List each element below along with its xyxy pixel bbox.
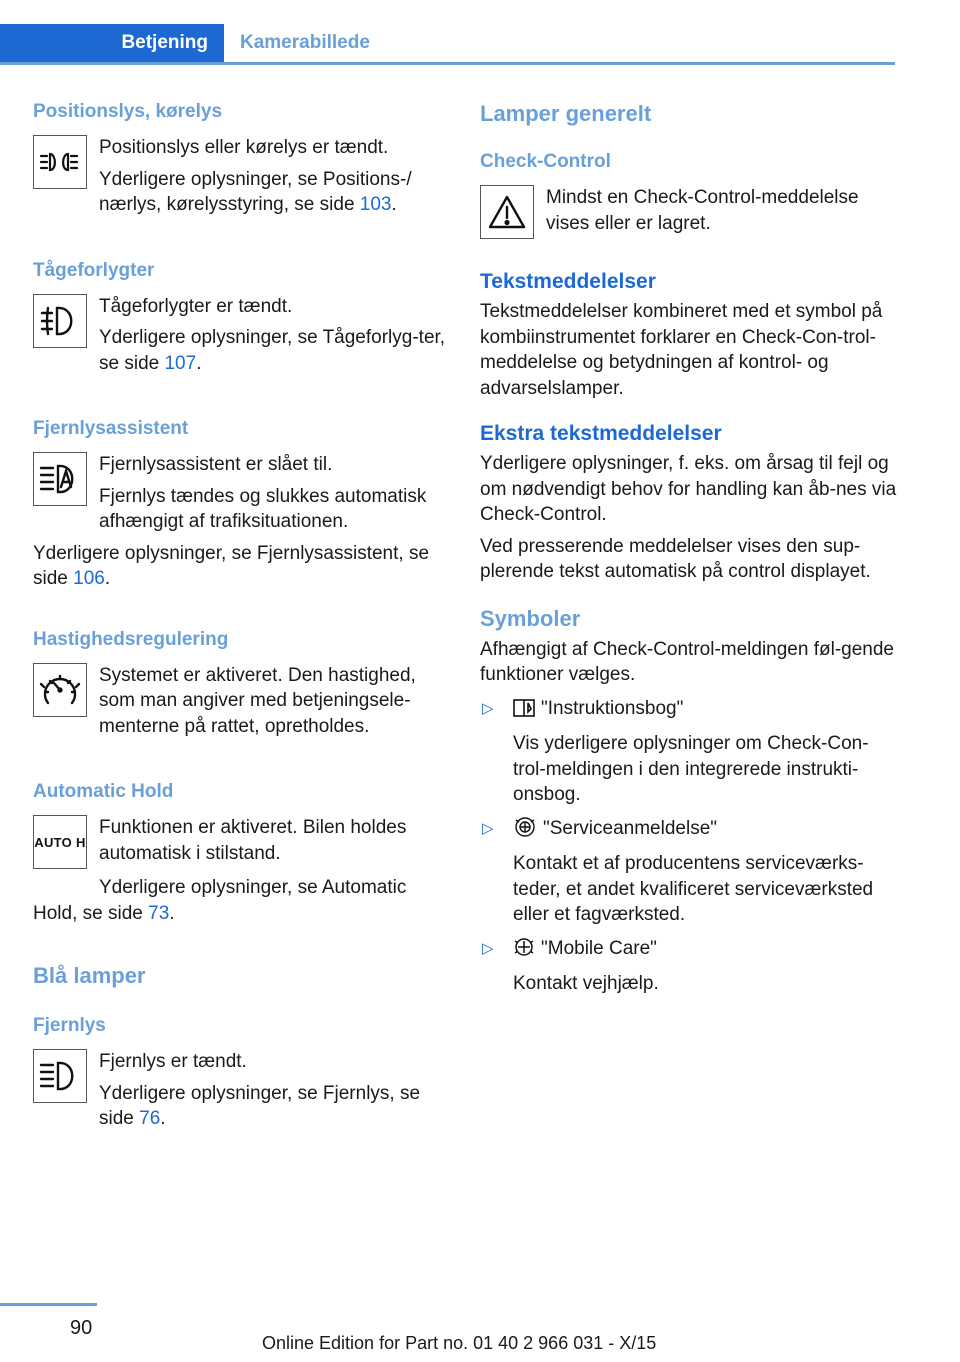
tab-betjening[interactable]: Betjening <box>0 24 224 62</box>
ekstra-p2: Ved presserende meddelelser vises den sup-plerende tekst automatisk på control displayet. <box>480 535 871 582</box>
instruktionsbog-label: "Instruktionsbog" <box>541 697 684 719</box>
fjernlys-text-2 <box>99 1081 451 1132</box>
period: . <box>169 902 175 924</box>
page-link-107[interactable]: 107 <box>164 352 197 374</box>
page-link-73[interactable]: 73 <box>148 902 170 924</box>
fjernlys-text-1: Fjernlys er tændt. <box>99 1051 247 1072</box>
right-column <box>480 100 898 997</box>
high-beam-icon <box>33 1049 87 1103</box>
check-control-text-1: Mindst en Check-Control-meddelelse vises eller er lagret. <box>546 187 859 234</box>
heading-ekstra-tekstmeddelelser: Ekstra tekstmeddelelser <box>480 422 722 445</box>
heading-fjernlysassistent: Fjernlysassistent <box>33 418 189 439</box>
row-automatic-hold <box>33 815 451 871</box>
fjernlysassistent-text-1: Fjernlysassistent er slået til. <box>99 454 333 475</box>
fjernlysassistent-text-2: Fjernlys tændes og slukkes automatisk afhængigt af trafiksituationen. <box>99 485 427 532</box>
bullet-marker: ▷ <box>482 699 494 717</box>
fjernlys-ref-text: Yderligere oplysninger, se Fjernlys, se side <box>99 1082 421 1129</box>
period: . <box>391 194 397 215</box>
mobile-care-icon <box>513 936 535 966</box>
tab-kamerabillede[interactable]: Kamerabillede <box>240 32 370 53</box>
warning-triangle-icon <box>480 185 534 239</box>
heading-taageforlygter: Tågeforlygter <box>33 259 155 281</box>
heading-symboler: Symboler <box>480 605 581 631</box>
taageforlygter-ref-text: Yderligere oplysninger, se Tågeforlyg-ter, se side <box>99 327 446 374</box>
position-lights-icon <box>33 135 87 189</box>
automatic-hold-text-1: Funktionen er aktiveret. Bilen holdes automatisk i stilstand. <box>99 817 407 864</box>
period: . <box>196 352 202 374</box>
fjernlysassistent-ref-text: Yderligere oplysninger, se Fjernlysassistent, se side <box>33 542 430 589</box>
bullet-marker: ▷ <box>482 819 494 837</box>
heading-fjernlys: Fjernlys <box>33 1015 106 1036</box>
positionslys-ref-text: Yderligere oplysninger, se Positions-/ nærlys, kørelysstyring, se side <box>99 168 412 215</box>
bullet-marker: ▷ <box>482 939 494 957</box>
header-tabs <box>0 24 895 65</box>
taageforlygter-text-2 <box>99 325 451 376</box>
list-item-mobile-care[interactable] <box>480 936 898 997</box>
heading-automatic-hold: Automatic Hold <box>33 781 174 802</box>
hastighedsregulering-text-1: Systemet er aktiveret. Den hastighed, som man angiver med betjeningsele-menterne på rattet, opretholdes. <box>99 664 416 737</box>
symboler-list <box>480 696 898 997</box>
heading-check-control: Check-Control <box>480 151 611 172</box>
positionslys-text-1: Positionslys eller kørelys er tændt. <box>99 137 389 158</box>
left-column <box>33 100 451 1132</box>
positionslys-text-2 <box>99 167 451 218</box>
high-beam-assistant-icon <box>33 452 87 506</box>
auto-hold-icon <box>33 815 87 869</box>
row-hastighedsregulering <box>33 663 451 740</box>
period: . <box>160 1108 166 1129</box>
fog-light-icon <box>33 294 87 348</box>
taageforlygter-text-1: Tågeforlygter er tændt. <box>99 295 293 317</box>
list-item-instruktionsbog[interactable] <box>480 696 898 808</box>
row-check-control <box>480 185 898 241</box>
mobile-care-label: "Mobile Care" <box>541 937 657 959</box>
list-item-serviceanmeldelse[interactable] <box>480 816 898 928</box>
book-icon <box>513 698 535 726</box>
fjernlysassistent-ref <box>33 541 451 592</box>
edition-text: Online Edition for Part no. 01 40 2 966 031 - X/15 <box>262 1333 657 1353</box>
automatic-hold-ref-text: Yderligere oplysninger, se Automatic Hold, se side <box>33 877 407 924</box>
page-link-106[interactable]: 106 <box>73 568 105 589</box>
row-fjernlysassistent <box>33 452 451 535</box>
heading-hastighedsregulering: Hastighedsregulering <box>33 628 229 650</box>
heading-blaa-lamper: Blå lamper <box>33 963 146 988</box>
row-fjernlys <box>33 1049 451 1132</box>
ekstra-p1: Yderligere oplysninger, f. eks. om årsag til fejl og om nødvendigt behov for handling kan åb-nes via Check-Control. <box>480 453 897 525</box>
instruktionsbog-desc: Vis yderligere oplysninger om Check-Con-trol-meldingen i den integrerede instrukti-onsbog. <box>513 733 869 805</box>
heading-lamper-generelt: Lamper generelt <box>480 101 652 126</box>
page-link-103[interactable]: 103 <box>359 194 392 215</box>
symboler-intro: Afhængigt af Check-Control-meldingen føl-gende funktioner vælges. <box>480 638 894 685</box>
page-link-76[interactable]: 76 <box>139 1108 161 1129</box>
serviceanmeldelse-label: "Serviceanmeldelse" <box>543 817 718 839</box>
tekstmeddelelser-body: Tekstmeddelelser kombineret med et symbol på kombiinstrumentet forklarer en Check-Con-trol-meddelelse og betydningen af kontrol- og advarselslamper. <box>480 301 883 399</box>
period: . <box>104 568 111 589</box>
row-taageforlygter <box>33 294 451 377</box>
footer-rule <box>0 1303 97 1306</box>
page-number: 90 <box>70 1317 93 1339</box>
serviceanmeldelse-desc: Kontakt et af producentens serviceværks-teder, et andet kvalificeret serviceværksted eller et fagværksted. <box>513 853 874 925</box>
row-positionslys <box>33 135 451 218</box>
mobile-care-desc: Kontakt vejhjælp. <box>513 973 659 994</box>
heading-positionslys: Positionslys, kørelys <box>33 101 223 122</box>
automatic-hold-ref <box>33 875 451 926</box>
cruise-control-icon <box>33 663 87 717</box>
service-logo-icon <box>513 816 537 846</box>
heading-tekstmeddelelser: Tekstmeddelelser <box>480 270 656 293</box>
auto-hold-icon-text: AUTO H <box>34 834 86 850</box>
